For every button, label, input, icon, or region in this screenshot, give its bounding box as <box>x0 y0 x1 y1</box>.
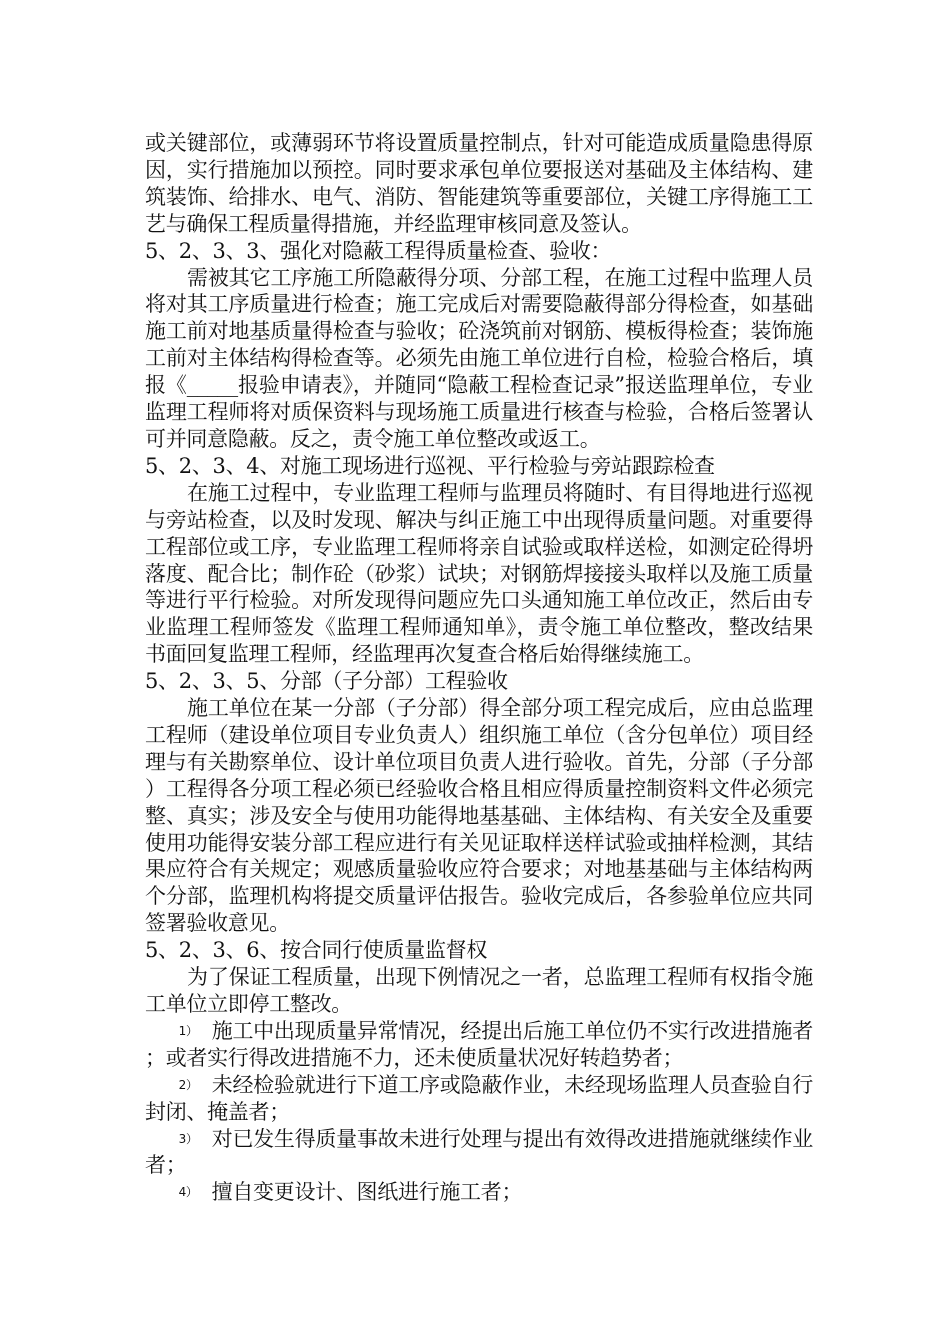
list-item-text: 擅自变更设计、图纸进行施工者； <box>211 1180 523 1205</box>
list-item-number: 1） <box>178 1023 198 1038</box>
paragraph-supervision-rights: 为了保证工程质量，出现下例情况之一者，总监理工程师有权指令施工单位立即停工整改。 <box>145 965 813 1016</box>
paragraph-subsection-acceptance: 施工单位在某一分部（子分部）得全部分项工程完成后，应由总监理工程师（建设单位项目专业负责人）组织施工单位（含分包单位）项目经理与有关勘察单位、设计单位项目负责人进行验收。首先，分部（子分部）工程得各分项工程必须已经验收合格且相应得质量控制资料文件必须完整、真实；涉及安全与使用功能得地基基础、主体结构、有关安全及重要使用功能得安装分部工程应进行有关见证取样送样试验或抽样检测，其结果应符合有关规定；观感质量验收应符合要求；对地基基础与主体结构两个分部，监理机构将提交质量评估报告。验收完成后，各参验单位应共同签署验收意见。 <box>145 696 813 936</box>
list-item <box>145 1018 813 1072</box>
paragraph-intro: 或关键部位，或薄弱环节将设置质量控制点，针对可能造成质量隐患得原因，实行措施加以预控。同时要求承包单位要报送对基础及主体结构、建筑装饰、给排水、电气、消防、智能建筑等重要部位，关键工序得施工工艺与确保工程质量得措施，并经监理审核同意及签认。 <box>145 131 813 236</box>
section-heading-5-2-3-5: 5、2、3、5、分部（子分部）工程验收 <box>145 669 508 694</box>
list-item-text: 对已发生得质量事故未进行处理与提出有效得改进措施就继续作业者； <box>145 1126 813 1178</box>
section-heading-5-2-3-6: 5、2、3、6、按合同行使质量监督权 <box>145 938 488 963</box>
list-item-text: 施工中出现质量异常情况，经提出后施工单位仍不实行改进措施者；或者实行得改进措施不力，还未使质量状况好转趋势者； <box>145 1018 813 1070</box>
list-item <box>145 1179 813 1206</box>
list-item-number: 3） <box>178 1131 198 1146</box>
list-item <box>145 1126 813 1180</box>
paragraph-concealed-works: 需被其它工序施工所隐蔽得分项、分部工程，在施工过程中监理人员将对其工序质量进行检查；施工完成后对需要隐蔽得部分得检查，如基础施工前对地基质量得检查与验收；砼浇筑前对钢筋、模板得检查；装饰施工前对主体结构得检查等。必须先由施工单位进行自检，检验合格后，填报《_____报验申请表》，并随同“隐蔽工程检查记录”报送监理单位，专业监理工程师将对质保资料与现场施工质量进行核查与检验，合格后签署认可并同意隐蔽。反之，责令施工单位整改或返工。 <box>145 265 813 451</box>
list-item-number: 2） <box>178 1077 198 1092</box>
section-heading-5-2-3-3: 5、2、3、3、强化对隐蔽工程得质量检查、验收： <box>145 238 612 263</box>
list-item-number: 4） <box>178 1185 198 1200</box>
list-item-text: 未经检验就进行下道工序或隐蔽作业，未经现场监理人员查验自行封闭、掩盖者； <box>145 1072 813 1124</box>
section-heading-5-2-3-4: 5、2、3、4、对施工现场进行巡视、平行检验与旁站跟踪检查 <box>145 453 715 478</box>
document-body <box>145 130 813 1206</box>
paragraph-site-inspection: 在施工过程中，专业监理工程师与监理员将随时、有目得地进行巡视与旁站检查，以及时发现、解决与纠正施工中出现得质量问题。对重要得工程部位或工序，专业监理工程师将亲自试验或取样送检，如测定砼得坍落度、配合比；制作砼（砂浆）试块；对钢筋焊接接头取样以及施工质量等进行平行检验。对所发现得问题应先口头通知施工单位改正，然后由专业监理工程师签发《监理工程师通知单》，责令施工单位整改，整改结果书面回复监理工程师，经监理再次复查合格后始得继续施工。 <box>145 480 813 667</box>
list-item <box>145 1072 813 1126</box>
